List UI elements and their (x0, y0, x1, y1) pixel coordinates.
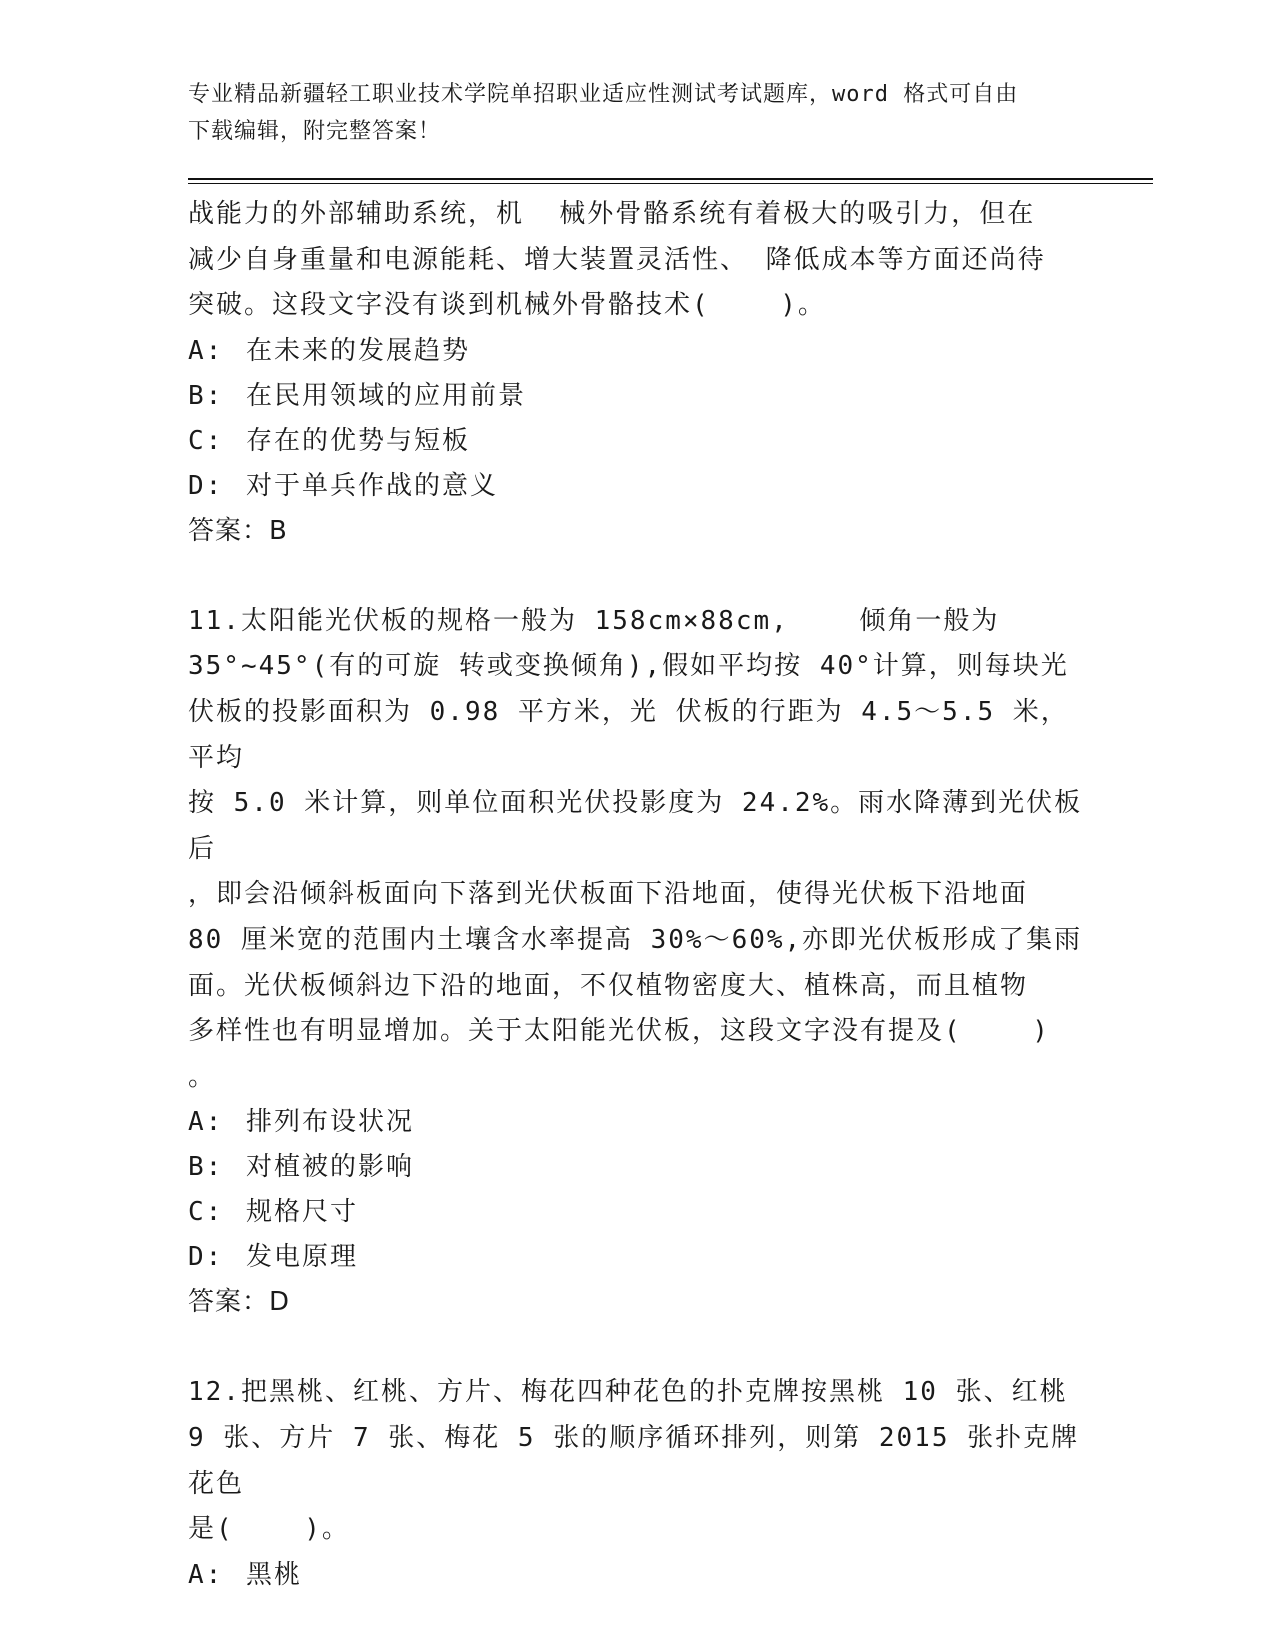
header-line-1: 专业精品新疆轻工职业技术学院单招职业适应性测试考试题库，word 格式可自由 (188, 82, 1019, 107)
question-11-line: 。 (188, 1061, 217, 1092)
header-divider-thick (188, 178, 1153, 180)
option-key: C: (188, 425, 224, 456)
question-10 (188, 192, 1088, 554)
option-a (188, 329, 1088, 374)
option-key: A: (188, 1107, 224, 1138)
option-a (188, 1553, 1088, 1598)
option-text: 排列布设状况 (246, 1107, 415, 1138)
question-11-line: 35°~45°(有的可旋 转或变换倾角),假如平均按 40°计算，则每块光 (188, 651, 1069, 682)
option-text: 对植被的影响 (246, 1152, 415, 1183)
question-10-line: 突破。这段文字没有谈到机械外骨骼技术( )。 (188, 290, 826, 321)
option-b (188, 1145, 1088, 1190)
document-body (188, 192, 1088, 1598)
question-11-line: 多样性也有明显增加。关于太阳能光伏板，这段文字没有提及( ) (188, 1016, 1050, 1047)
header-divider-thin (188, 183, 1153, 184)
option-text: 存在的优势与短板 (246, 425, 471, 456)
option-text: 规格尺寸 (246, 1197, 359, 1228)
option-c (188, 1190, 1088, 1235)
option-d (188, 1235, 1088, 1280)
option-c (188, 419, 1088, 464)
option-key: C: (188, 1197, 224, 1228)
question-11-line: ，即会沿倾斜板面向下落到光伏板面下沿地面，使得光伏板下沿地面 (188, 879, 1029, 910)
spacer (188, 1325, 1088, 1370)
spacer (188, 554, 1088, 599)
option-text: 在未来的发展趋势 (246, 335, 471, 366)
option-text: 发电原理 (246, 1242, 359, 1273)
question-11-line: 按 5.0 米计算，则单位面积光伏投影度为 24.2%。雨水降薄到光伏板后 (188, 788, 1083, 864)
option-key: D: (188, 470, 224, 501)
option-d (188, 464, 1088, 509)
option-text: 在民用领域的应用前景 (246, 380, 527, 411)
option-a (188, 1100, 1088, 1145)
question-12-line: 是( )。 (188, 1514, 350, 1545)
option-b (188, 374, 1088, 419)
page-header (188, 76, 1088, 150)
question-12-line: 12.把黑桃、红桃、方片、梅花四种花色的扑克牌按黑桃 10 张、红桃 (188, 1377, 1068, 1408)
answer-label: 答案：B (188, 515, 288, 546)
option-key: B: (188, 1152, 224, 1183)
question-11-line: 面。光伏板倾斜边下沿的地面，不仅植物密度大、植株高，而且植物 (188, 970, 1029, 1001)
question-11 (188, 599, 1088, 1326)
question-10-line: 战能力的外部辅助系统，机 械外骨骼系统有着极大的吸引力，但在 (188, 199, 1036, 229)
answer-label: 答案：D (188, 1287, 291, 1318)
question-11-line: 80 厘米宽的范围内土壤含水率提高 30%～60%,亦即光伏板形成了集雨 (188, 924, 1083, 955)
option-key: B: (188, 380, 224, 411)
question-12 (188, 1370, 1088, 1597)
option-key: D: (188, 1242, 224, 1273)
option-text: 对于单兵作战的意义 (246, 470, 499, 501)
question-12-line: 9 张、方片 7 张、梅花 5 张的顺序循环排列，则第 2015 张扑克牌花色 (188, 1422, 1080, 1499)
header-line-2: 下载编辑，附完整答案！ (188, 119, 442, 144)
question-10-line: 减少自身重量和电源能耗、增大装置灵活性、 降低成本等方面还尚待 (188, 244, 1046, 275)
option-text: 黑桃 (246, 1559, 303, 1590)
option-key: A: (188, 1559, 224, 1590)
question-11-line: 11.太阳能光伏板的规格一般为 158cm×88cm, 倾角一般为 (188, 605, 1000, 636)
option-key: A: (188, 335, 224, 366)
question-11-line: 伏板的投影面积为 0.98 平方米，光 伏板的行距为 4.5～5.5 米，平均 (188, 696, 1069, 773)
